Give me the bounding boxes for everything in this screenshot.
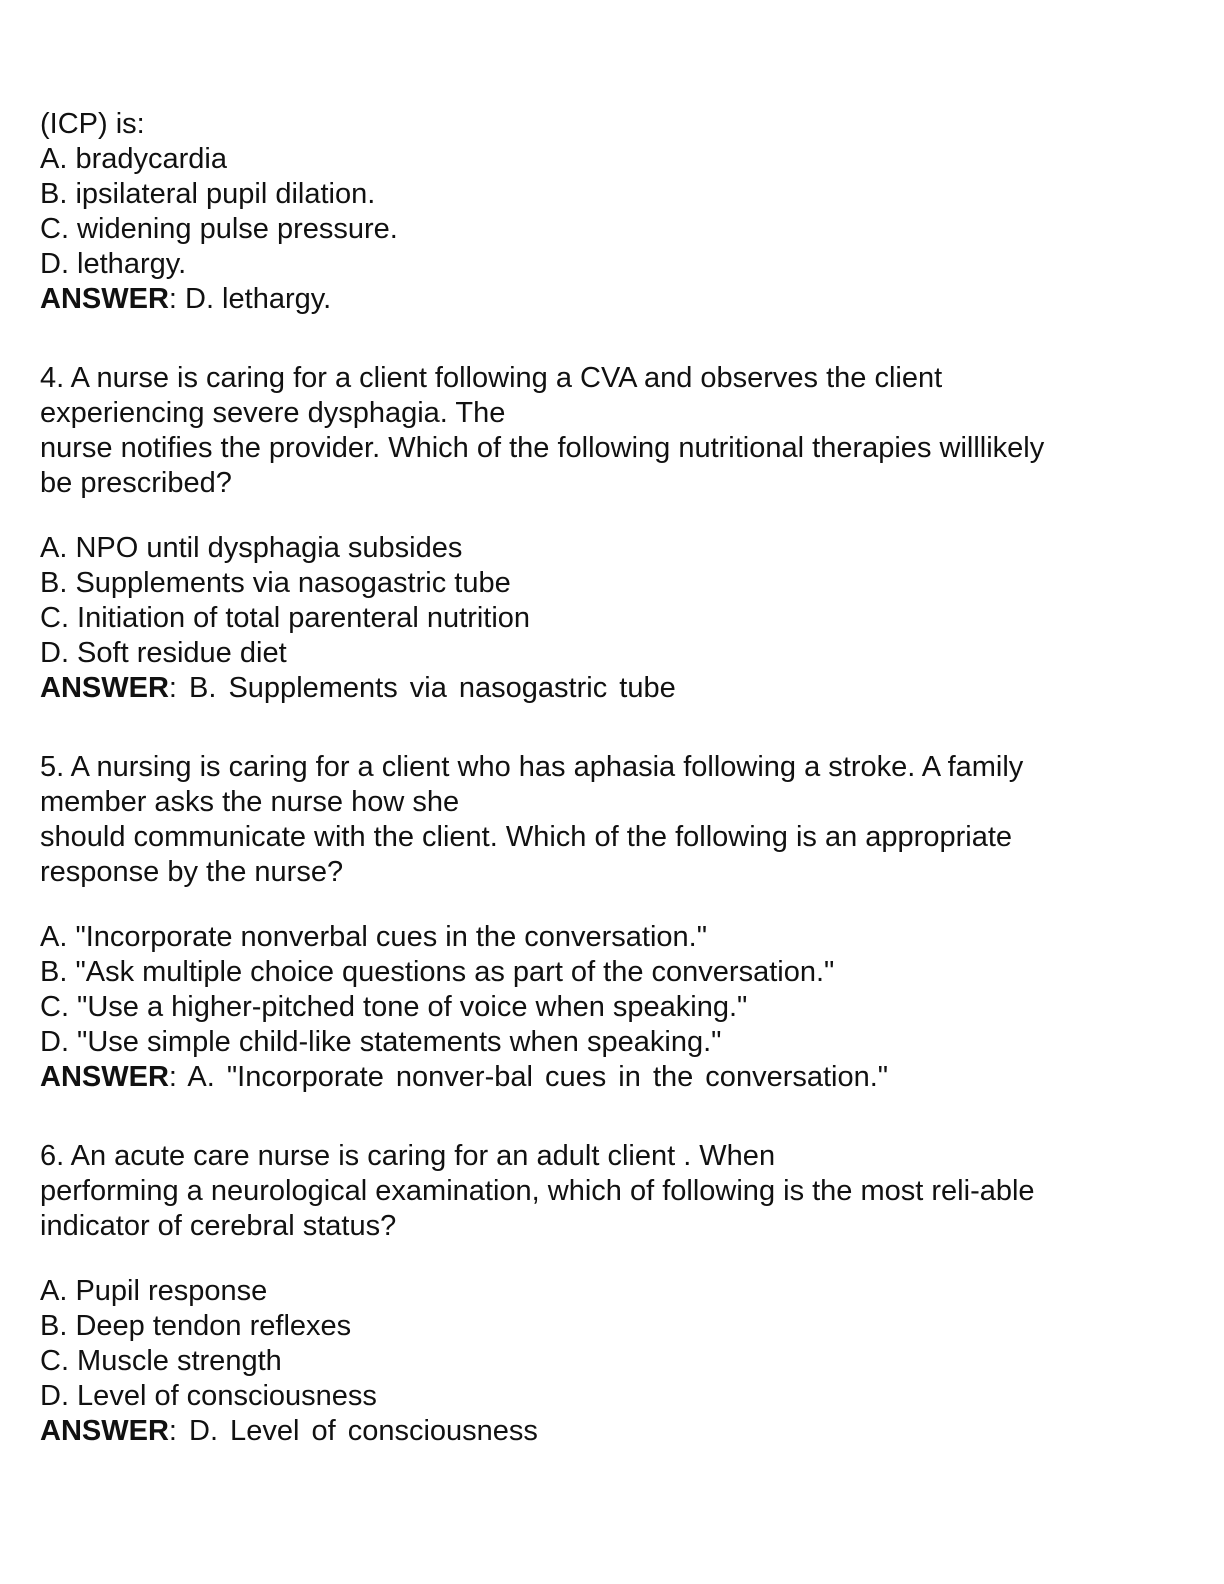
option-d: D. "Use simple child-like statements when speaking." xyxy=(40,1026,722,1058)
option-a: A. bradycardia xyxy=(40,143,227,175)
answer-label: ANSWER xyxy=(40,1061,169,1093)
option-c: C. widening pulse pressure. xyxy=(40,213,398,245)
question-5 xyxy=(40,750,1190,1095)
answer-label: ANSWER xyxy=(40,283,169,315)
question-stem-line: performing a neurological examination, which of following is the most reli-able xyxy=(40,1175,1035,1207)
option-a: A. NPO until dysphagia subsides xyxy=(40,532,463,564)
question-stem-line: experiencing severe dysphagia. The xyxy=(40,397,506,429)
answer-label: ANSWER xyxy=(40,1415,169,1447)
question-3-tail xyxy=(40,107,1190,317)
question-stem-line: member asks the nurse how she xyxy=(40,786,460,818)
question-stem: (ICP) is: xyxy=(40,108,145,140)
option-c: C. Initiation of total parenteral nutrition xyxy=(40,602,531,634)
question-stem-line: 4. A nurse is caring for a client following a CVA and observes the client xyxy=(40,362,943,394)
option-d: D. lethargy. xyxy=(40,248,187,280)
option-b: B. Deep tendon reflexes xyxy=(40,1310,352,1342)
question-stem-line: 5. A nursing is caring for a client who has aphasia following a stroke. A family xyxy=(40,751,1024,783)
answer-text: : D. Level of consciousness xyxy=(168,1415,538,1447)
option-b: B. "Ask multiple choice questions as part of the conversation." xyxy=(40,956,835,988)
option-b: B. Supplements via nasogastric tube xyxy=(40,567,511,599)
question-4 xyxy=(40,361,1190,706)
option-c: C. Muscle strength xyxy=(40,1345,282,1377)
answer-text: : D. lethargy. xyxy=(168,283,332,315)
question-6 xyxy=(40,1139,1190,1449)
question-stem-line: should communicate with the client. Which of the following is an appropriate xyxy=(40,821,1013,853)
document-page xyxy=(40,107,1190,1449)
answer-line xyxy=(40,1414,1190,1449)
option-d: D. Level of consciousness xyxy=(40,1380,377,1412)
answer-text: : A. "Incorporate nonver-bal cues in the conversation." xyxy=(168,1061,889,1093)
answer-line xyxy=(40,1060,1190,1095)
question-stem-line: indicator of cerebral status? xyxy=(40,1210,397,1242)
answer-line xyxy=(40,282,1190,317)
option-d: D. Soft residue diet xyxy=(40,637,287,669)
answer-text: : B. Supplements via nasogastric tube xyxy=(168,672,676,704)
answer-line xyxy=(40,671,1190,706)
option-c: C. "Use a higher-pitched tone of voice when speaking." xyxy=(40,991,748,1023)
question-stem-line: response by the nurse? xyxy=(40,856,344,888)
option-a: A. Pupil response xyxy=(40,1275,268,1307)
option-a: A. "Incorporate nonverbal cues in the conversation." xyxy=(40,921,708,953)
question-stem-line: be prescribed? xyxy=(40,467,232,499)
question-stem-line: nurse notifies the provider. Which of the following nutritional therapies willlikely xyxy=(40,432,1045,464)
option-b: B. ipsilateral pupil dilation. xyxy=(40,178,376,210)
question-stem-line: 6. An acute care nurse is caring for an adult client . When xyxy=(40,1140,776,1172)
answer-label: ANSWER xyxy=(40,672,169,704)
